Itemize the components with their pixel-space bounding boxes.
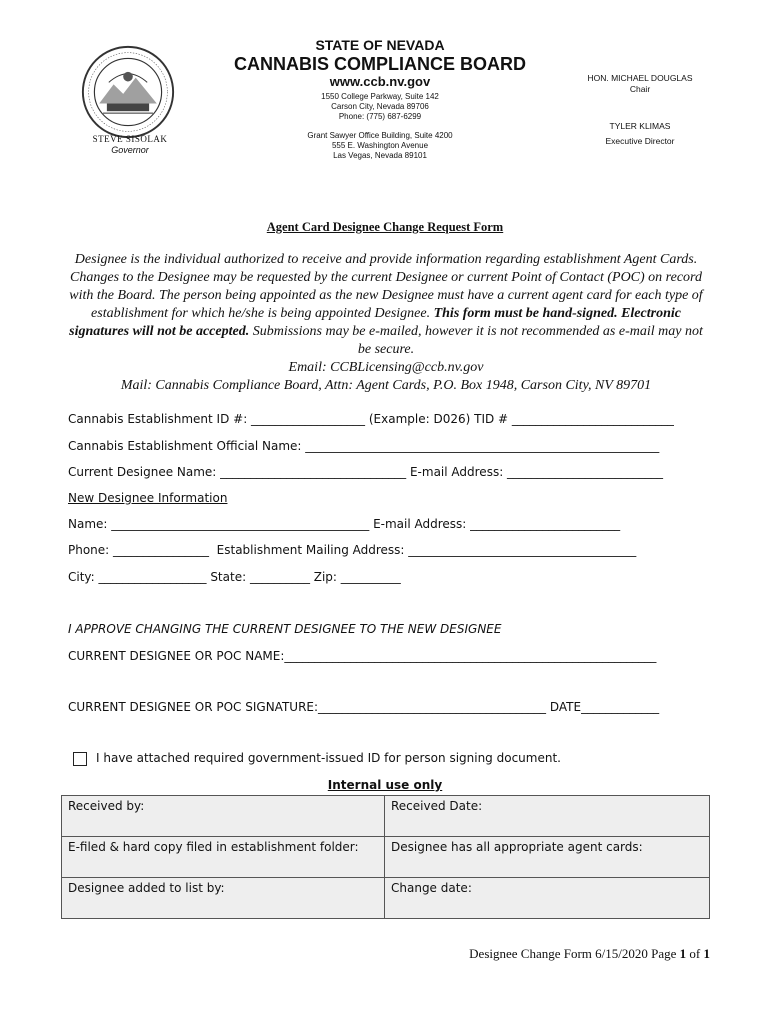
director-title: Executive Director <box>605 136 675 146</box>
chair-title: Chair <box>629 84 651 94</box>
director-name: TYLER KLIMAS <box>609 121 671 131</box>
added-to-list-cell: Designee added to list by: <box>62 878 385 919</box>
office-line-2: 555 E. Washington Avenue <box>331 141 429 150</box>
chair-name: HON. MICHAEL DOUGLAS <box>587 73 693 83</box>
new-designee-heading: New Designee Information <box>68 491 228 505</box>
official-name-field[interactable]: Cannabis Establishment Official Name: ___________________________________________________________ <box>68 439 660 453</box>
intro-paragraph <box>62 251 710 395</box>
office-line-1: Grant Sawyer Office Building, Suite 4200 <box>307 131 453 140</box>
footer-page-total: 1 <box>703 946 710 961</box>
table-row <box>62 796 710 837</box>
board-website: www.ccb.nv.gov <box>329 74 431 89</box>
state-seal-icon <box>80 44 176 140</box>
poc-name-field[interactable]: CURRENT DESIGNEE OR POC NAME:______________________________________________________________ <box>68 649 657 663</box>
internal-use-title: Internal use only <box>327 778 443 792</box>
agent-cards-cell: Designee has all appropriate agent cards: <box>385 837 710 878</box>
address-line-2: Carson City, Nevada 89706 <box>331 102 429 111</box>
intro-text: Designee is the individual authorized to receive and provide information regarding establishment Agent Cards. Changes to the Designee may be requested by the current Designee or current Point of Contact (POC) on record with the Board. The person being appointed as the new Designee must have a current agent card for each type of establishment for which he/she is being appointed Designee. <box>69 252 703 321</box>
establishment-id-field[interactable]: Cannabis Establishment ID #: ___________________ (Example: D026) TID # ___________________________ <box>68 412 674 426</box>
state-heading: STATE OF NEVADA <box>315 37 445 53</box>
internal-use-table <box>61 795 710 919</box>
page-footer <box>400 946 710 962</box>
intro-bold-text: This form must be hand-signed. Electronic signatures will not be accepted. <box>69 306 681 339</box>
received-by-cell: Received by: <box>62 796 385 837</box>
board-heading: CANNABIS COMPLIANCE BOARD <box>234 54 526 74</box>
change-date-cell: Change date: <box>385 878 710 919</box>
current-designee-field[interactable]: Current Designee Name: _______________________________ E-mail Address: __________________________ <box>68 465 664 479</box>
city-state-zip-field[interactable]: City: __________________ State: __________ Zip: __________ <box>68 570 401 584</box>
governor-name: STEVE SISOLAK <box>92 134 168 144</box>
phone-mailing-field[interactable]: Phone: ________________ Establishment Mailing Address: ______________________________________ <box>68 543 637 557</box>
id-attached-label: I have attached required government-issued ID for person signing document. <box>96 751 561 765</box>
table-row <box>62 837 710 878</box>
received-date-cell: Received Date: <box>385 796 710 837</box>
efiled-cell: E-filed & hard copy filed in establishment folder: <box>62 837 385 878</box>
form-title: Agent Card Designee Change Request Form <box>266 220 504 234</box>
office-line-3: Las Vegas, Nevada 89101 <box>333 151 427 160</box>
governor-title: Governor <box>111 145 149 155</box>
email-line: Email: CCBLicensing@ccb.nv.gov <box>288 360 484 375</box>
new-designee-name-field[interactable]: Name: ___________________________________________ E-mail Address: _________________________ <box>68 517 621 531</box>
intro-tail-text: Submissions may be e-mailed, however it is not recommended as e-mail may not be secure. <box>252 324 703 357</box>
footer-page-number: 1 <box>679 946 687 961</box>
footer-prefix: Designee Change Form 6/15/2020 Page <box>469 946 680 961</box>
approve-statement: I APPROVE CHANGING THE CURRENT DESIGNEE TO THE NEW DESIGNEE <box>68 622 502 636</box>
poc-signature-field[interactable]: CURRENT DESIGNEE OR POC SIGNATURE:______________________________________ DATE_____________ <box>68 700 660 714</box>
phone-number: Phone: (775) 687-6299 <box>338 112 422 121</box>
footer-of: of <box>686 946 704 961</box>
table-row <box>62 878 710 919</box>
address-line-1: 1550 College Parkway, Suite 142 <box>321 92 439 101</box>
mail-line: Mail: Cannabis Compliance Board, Attn: Agent Cards, P.O. Box 1948, Carson City, NV 89701 <box>120 378 652 393</box>
id-attached-checkbox[interactable] <box>73 752 87 766</box>
